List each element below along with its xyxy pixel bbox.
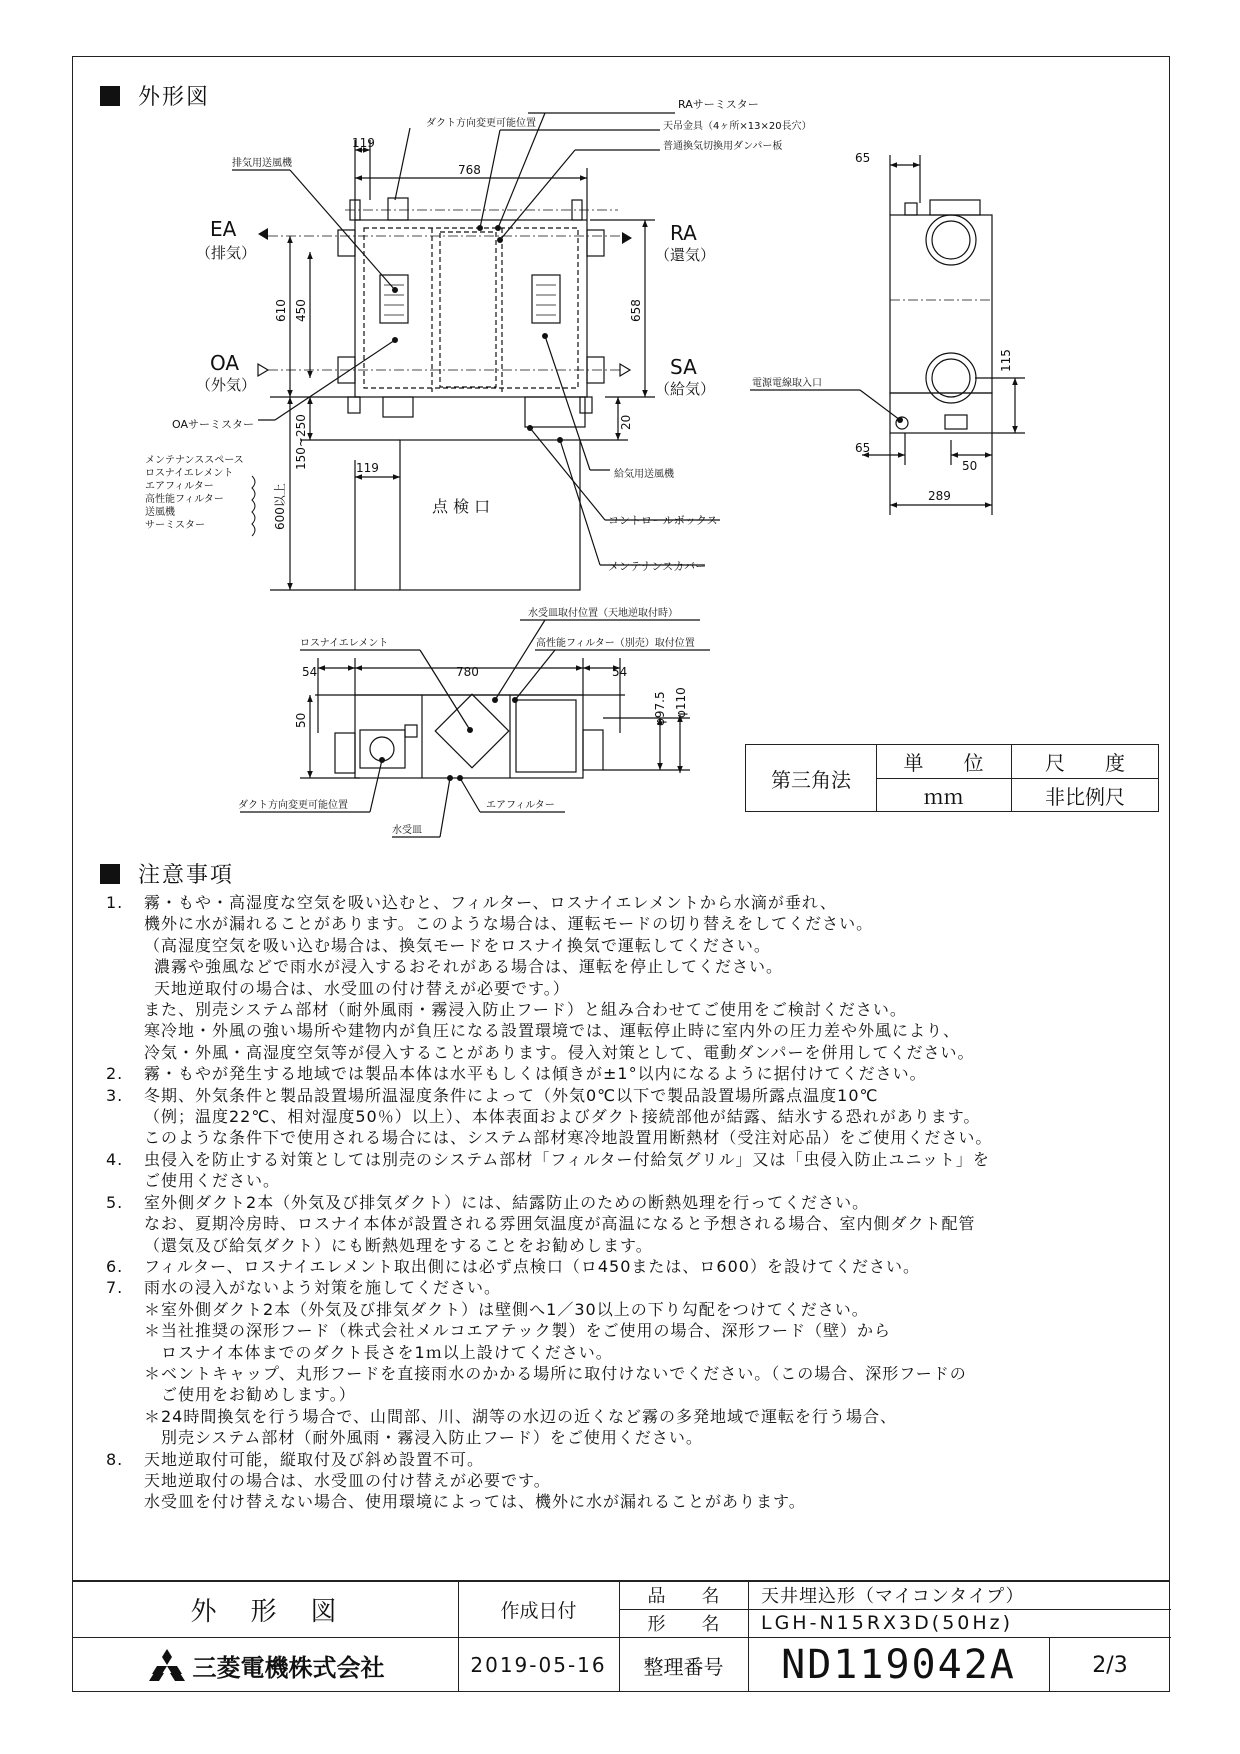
label-control-box: コントロールボックス [608, 514, 718, 527]
product-name: 天井埋込形（マイコンタイプ） [761, 1586, 1025, 1607]
product-label: 品 名 [647, 1586, 720, 1607]
dim-600-min: 600以上 [273, 483, 287, 530]
label-power-entry: 電源電線取入口 [752, 378, 822, 389]
projection-method: 第三角法 [746, 745, 877, 811]
note-8: 8. 天地逆取付可能，縦取付及び斜め設置不可。 天地逆取付の場合は、水受皿の付け替えが必要です。 水受皿を付け替えない場合、使用環境によっては、機外に水が漏れることがあります。 [106, 1449, 806, 1512]
unit-value: ｍｍ [923, 785, 964, 809]
dim-119b: 119 [356, 461, 379, 475]
model-label: 形 名 [647, 1614, 720, 1635]
dim-side-50: 50 [962, 459, 978, 473]
dim-bottom-50: 50 [294, 712, 308, 728]
label-ra-sub: （還気） [655, 246, 716, 264]
svg-text:高性能フィルター: 高性能フィルター [145, 494, 224, 505]
dim-bottom-54b: 54 [612, 665, 628, 679]
dim-658: 658 [629, 299, 643, 322]
label-ra-thermistor: RAサーミスター [678, 98, 759, 111]
label-damper-plate: 普通換気切換用ダンパー板 [663, 141, 783, 152]
date-label: 作成日付 [500, 1599, 577, 1622]
scale-label: 尺 度 [1045, 751, 1125, 775]
label-air-filter: エアフィルター [486, 800, 555, 811]
dim-20: 20 [619, 414, 633, 430]
dim-side-289: 289 [928, 489, 951, 503]
note-1: 1. 霧・もや・高湿度な空気を吸い込むと、フィルター、ロスナイエレメントから水滴が垂れ、 機外に水が漏れることがあります。このような場合は、運転モードの切り替えをしてください。 （高湿度空気を吸い込む場合は、換気モードをロスナイ換気で運転してください。 濃霧や強風などで雨水が浸入するおそれがある場合は、運転を停止してください。 天地逆取付の場合は、水受皿の付け替えが必要です。） また、別売システム部材（耐外風雨・霧浸入防止フード）と組み合わせてご使用をご検討ください。 寒冷地・外風の強い場所や建物内が負圧になる設置環境では、運転停止時に室内外の圧力差や外風により、 冷気・外風・高湿度空気等が侵入することがあります。侵入対策として、電動ダンパーを併用してください。 [106, 893, 975, 1062]
dim-bottom-110: φ110 [674, 687, 688, 718]
section-title-notes: 注意事項 [100, 858, 234, 889]
svg-text:サーミスター: サーミスター [145, 520, 205, 531]
dim-side-65b: 65 [855, 441, 871, 455]
label-exhaust-fan: 排気用送風機 [232, 158, 292, 169]
note-2: 2. 霧・もやが発生する地域では製品本体は水平もしくは傾きが±1°以内になるように据付けてください。 [106, 1064, 927, 1084]
label-lossnay-element: ロスナイエレメント [300, 638, 389, 649]
label-ra: RA [670, 221, 697, 245]
svg-text:メンテナンススペース: メンテナンススペース [145, 455, 244, 466]
company: 三菱電機株式会社 [73, 1637, 458, 1693]
label-hi-filter-pos: 高性能フィルター（別売）取付位置 [536, 638, 695, 649]
label-duct-dir-change-bottom: ダクト方向変更可能位置 [238, 800, 348, 811]
note-4: 4. 虫侵入を防止する対策としては別売のシステム部材「フィルター付給気グリル」又は「虫侵入防止ユニット」を ご使用ください。 [106, 1149, 990, 1191]
label-drain-pan: 水受皿 [392, 825, 422, 836]
label-inspection-port: 点 検 口 [432, 497, 491, 516]
dim-side-115: 115 [999, 349, 1013, 372]
note-7: 7. 雨水の浸入がないよう対策を施してください。 ＊室外側ダクト2本（外気及び排気ダクト）は壁側へ1／30以上の下り勾配をつけてください。 ＊当社推奨の深形フード（株式会社メルコエアテック製）をご使用の場合、深形フード（壁）から ロスナイ本体までのダクト長さを1ｍ以上設けてください。 ＊ベントキャップ、丸形フードを直接雨水のかかる場所に取付けないでください。（この場合、深形フードの ご使用をお勧めします。） ＊24時間換気を行う場合で、山間部、川、湖等の水辺の近くなど霧の多発地域で運転を行う場合、 別売システム部材（耐外風雨・霧浸入防止フード）をご使用ください。 [106, 1278, 967, 1448]
dim-side-65a: 65 [855, 151, 871, 165]
scale-value: 非比例尺 [1045, 785, 1125, 809]
label-drain-pan-pos: 水受皿取付位置（天地逆取付時） [528, 608, 678, 619]
note-6: 6. フィルター、ロスナイエレメント取出側には必ず点検口（ロ450または、ロ600）を設けてください。 [106, 1256, 920, 1276]
dim-610: 610 [274, 299, 288, 322]
three-diamonds-logo [147, 1648, 187, 1682]
dim-450: 450 [294, 299, 308, 322]
label-oa: OA [210, 351, 240, 375]
unit-label: 単 位 [903, 751, 984, 775]
section-title-outline: 外形図 [100, 80, 210, 111]
title-block [72, 1580, 1170, 1692]
page-number: 2/3 [1092, 1652, 1128, 1678]
label-ea: EA [210, 217, 237, 241]
dim-bottom-780: 780 [456, 665, 479, 679]
label-sa: SA [670, 355, 697, 379]
maintenance-space-list [145, 454, 244, 531]
model-name: LGH-N15RX3D(50Hz) [761, 1612, 1014, 1634]
label-duct-dir-change-top: ダクト方向変更可能位置 [426, 118, 536, 129]
ref-label: 整理番号 [643, 1654, 724, 1679]
label-ceiling-bracket: 天吊金具（4ヶ所×13×20長穴） [663, 121, 812, 132]
svg-text:送風機: 送風機 [145, 507, 175, 518]
note-3: 3. 冬期、外気条件と製品設置場所温湿度条件によって（外気0℃以下で製品設置場所露点温度10℃ （例；温度22℃、相対湿度50％）以上）、本体表面およびダクト接続部他が結露、結氷する恐れがあります。 このような条件下で使用される場合には、システム部材寒冷地設置用断熱材（受注対応品）をご使用ください。 [106, 1085, 993, 1148]
dim-bottom-54a: 54 [302, 665, 318, 679]
date-value: 2019-05-16 [470, 1653, 607, 1677]
projection-box [745, 744, 1159, 812]
svg-text:エアフィルター: エアフィルター [145, 481, 214, 492]
svg-text:ロスナイエレメント: ロスナイエレメント [145, 468, 234, 479]
notes-list [106, 892, 1150, 1513]
dim-bottom-975: φ97.5 [653, 691, 667, 726]
label-supply-fan: 給気用送風機 [614, 469, 674, 480]
dim-768: 768 [458, 163, 481, 177]
label-sa-sub: （給気） [655, 380, 716, 398]
dim-119: 119 [352, 136, 375, 150]
ref-number: ND119042A [781, 1642, 1016, 1688]
label-oa-thermistor: OAサーミスター [172, 418, 254, 431]
drawing-title: 外 形 図 [190, 1596, 341, 1627]
dim-150-250: 150~250 [294, 414, 308, 470]
label-oa-sub: （外気） [196, 376, 257, 394]
label-maintenance-cover: メンテナンスカバー [608, 560, 707, 573]
note-5: 5. 室外側ダクト2本（外気及び排気ダクト）には、結露防止のための断熱処理を行ってください。 なお、夏期冷房時、ロスナイ本体が設置される雰囲気温度が高温になると予想される場合、室内側ダクト配管 （還気及び給気ダクト）にも断熱処理をすることをお勧めします。 [106, 1192, 976, 1255]
label-ea-sub: （排気） [196, 244, 257, 262]
